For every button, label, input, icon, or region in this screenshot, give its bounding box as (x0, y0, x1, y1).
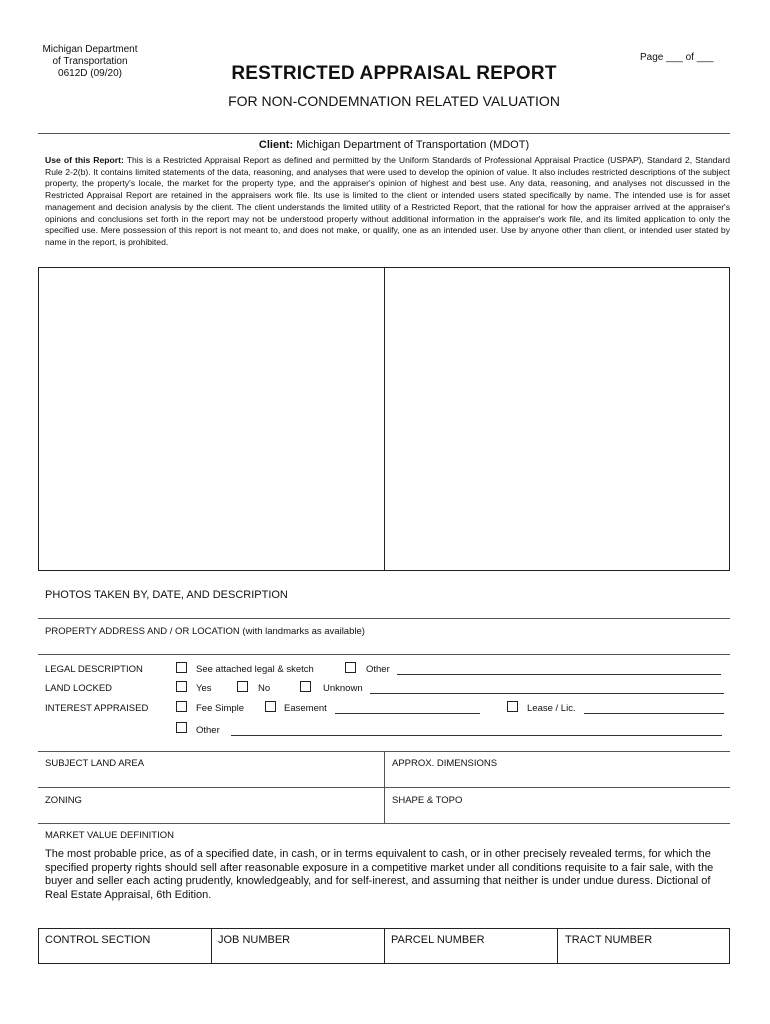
land-locked-no-checkbox[interactable] (237, 681, 248, 692)
agency-name-line1: Michigan Department (42, 44, 138, 55)
lease-label: Lease / Lic. (527, 703, 576, 714)
client-label: Client: (258, 139, 294, 151)
footer-divider-1 (211, 928, 212, 964)
legal-other-checkbox[interactable] (345, 662, 356, 673)
use-of-report-label: Use of this Report: (45, 155, 124, 165)
parcel-number-label: PARCEL NUMBER (391, 934, 485, 946)
page-of-field[interactable]: Page ___ of ___ (640, 52, 714, 63)
interest-other-input[interactable] (231, 735, 722, 736)
land-locked-unknown-label: Unknown (323, 683, 363, 694)
form-number: 0612D (09/20) (58, 68, 122, 79)
easement-checkbox[interactable] (265, 701, 276, 712)
legal-other-label: Other (366, 664, 390, 675)
property-address-label: PROPERTY ADDRESS AND / OR LOCATION (with landmarks as available) (45, 626, 365, 637)
market-value-label: MARKET VALUE DEFINITION (45, 830, 174, 841)
address-divider (38, 654, 730, 655)
land-locked-yes-label: Yes (196, 683, 212, 694)
control-section-label: CONTROL SECTION (45, 934, 151, 946)
land-locked-unknown-checkbox[interactable] (300, 681, 311, 692)
fee-simple-checkbox[interactable] (176, 701, 187, 712)
grid-bottom-divider (38, 823, 730, 824)
job-number-label: JOB NUMBER (218, 934, 291, 946)
photo-area-divider (384, 267, 385, 571)
fee-simple-label: Fee Simple (196, 703, 245, 714)
client-value: Michigan Department of Transportation (MDOT) (296, 139, 530, 151)
land-locked-yes-checkbox[interactable] (176, 681, 187, 692)
land-locked-label: LAND LOCKED (45, 683, 113, 694)
agency-name-line2: of Transportation (52, 56, 128, 67)
footer-divider-3 (557, 928, 558, 964)
interest-other-checkbox[interactable] (176, 722, 187, 733)
legal-description-label: LEGAL DESCRIPTION (45, 664, 143, 675)
easement-input[interactable] (335, 713, 480, 714)
photo-right-slot[interactable] (386, 268, 729, 570)
use-of-report-paragraph (45, 155, 730, 249)
photos-label: PHOTOS TAKEN BY, DATE, AND DESCRIPTION (45, 589, 288, 601)
approx-dimensions-label: APPROX. DIMENSIONS (392, 758, 498, 769)
use-of-report-text: This is a Restricted Appraisal Report as defined and permitted by the Uniform Standards of Professional Appraisal Practice (USPAP), Standard 2, Standard Rule 2-2(b). It contains limited statements of the data, reasoning, and analyses that were used to develop the opinion of value. It also includes restricted descriptions of the subject property, the property's locale, the market for the property type, and the appraiser's opinion of highest and best use. Any data, reasoning, and analyses not discussed in the Restricted Appraisal Report are retained in the appraisers work file. Its use is limited to the client or intended users stated specifically by name. The intended use is for asset management and decision analysis by the client. The client understands the limited utility of a Restricted Report, that the rational for how the appraiser arrived at the appraiser's opinions and conclusions set forth in the report may not be understood properly without additional information in the appraiser's work file, and its limited application to only the specified use. Mere possession of this report is not meant to, and does not make, or qualify, one as an intended user. Use by anyone other than client, or intended user stated by name in the report, is prohibited. (45, 155, 731, 247)
photos-divider (38, 618, 730, 619)
land-locked-no-label: No (258, 683, 271, 694)
land-locked-input[interactable] (370, 693, 724, 694)
page-subtitle: FOR NON-CONDEMNATION RELATED VALUATION (228, 93, 560, 109)
easement-label: Easement (284, 703, 327, 714)
subject-land-area-label: SUBJECT LAND AREA (45, 758, 145, 769)
interest-appraised-label: INTEREST APPRAISED (45, 703, 149, 714)
market-value-text: The most probable price, as of a specified date, in cash, or in terms equivalent to cash, or in other precisely revealed terms, for which the specified property rights should sell after reasonable exposure in a competitive market under all conditions requisite to a fair sale, with the buyer and seller each acting prudently, knowledgeably, and for self-inerest, and assuming that neither is under undue duress. Dictional of Real Estate Appraisal, 6th Edition. (45, 848, 714, 901)
header-divider (38, 133, 730, 134)
footer-divider-2 (384, 928, 385, 964)
tract-number-label: TRACT NUMBER (565, 934, 653, 946)
client-line (0, 139, 770, 151)
legal-other-input[interactable] (397, 674, 721, 675)
shape-topo-label: SHAPE & TOPO (392, 795, 463, 806)
legal-attached-label: See attached legal & sketch (196, 664, 314, 675)
interest-other-label: Other (196, 725, 220, 736)
lease-checkbox[interactable] (507, 701, 518, 712)
lease-input[interactable] (584, 713, 724, 714)
grid-middle-divider (38, 787, 730, 788)
page-title: RESTRICTED APPRAISAL REPORT (231, 63, 557, 84)
zoning-label: ZONING (45, 795, 82, 806)
photo-left-slot[interactable] (39, 268, 383, 570)
legal-attached-checkbox[interactable] (176, 662, 187, 673)
